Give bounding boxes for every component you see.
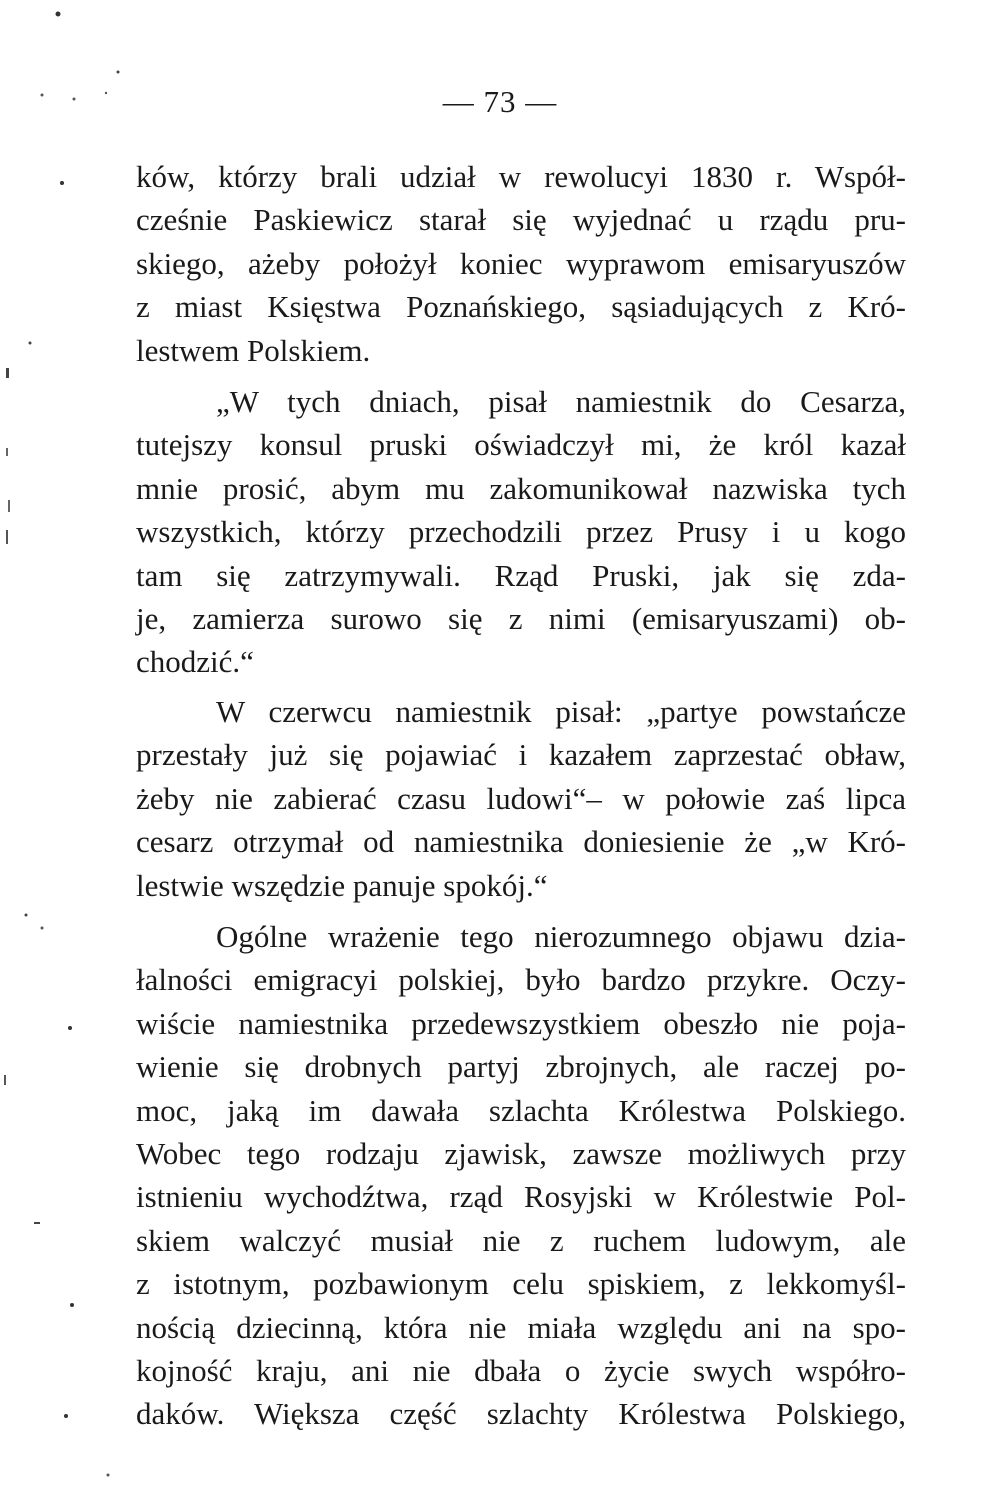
text-line: wiście namiestnika przedewszystkiem obeszło nie poja-: [136, 1005, 906, 1041]
text-line: kojność kraju, ani nie dbała o życie swych współro-: [136, 1352, 906, 1388]
text-line: cesarz otrzymał od namiestnika doniesienie że „w Kró-: [136, 824, 906, 860]
paragraph-3: [136, 690, 906, 907]
text-line: przestały już się pojawiać i kazałem zaprzestać obław,: [136, 737, 906, 773]
paragraph-2: [136, 380, 906, 684]
text-line: wszystkich, którzy przechodzili przez Prusy i u kogo: [136, 514, 906, 550]
text-line: chodzić.“: [136, 644, 254, 680]
text-line: nością dziecinną, która nie miała względu ani na spo-: [136, 1309, 906, 1345]
text-line: mnie prosić, abym mu zakomunikował nazwiska tych: [136, 470, 906, 506]
text-line: Wobec tego rodzaju zjawisk, zawsze możliwych przy: [136, 1135, 906, 1171]
text-line: z istotnym, pozbawionym celu spiskiem, z lekkomyśl-: [136, 1266, 906, 1302]
text-line: łalności emigracyi polskiej, było bardzo przykre. Oczy-: [136, 962, 906, 998]
text-line: daków. Większa część szlachty Królestwa Polskiego,: [136, 1396, 906, 1432]
text-line: cześnie Paskiewicz starał się wyjednać u rządu pru-: [136, 202, 906, 238]
text-line: z miast Księstwa Poznańskiego, sąsiadujących z Kró-: [136, 289, 906, 325]
text-line: istnieniu wychodźtwa, rząd Rosyjski w Królestwie Pol-: [136, 1179, 906, 1215]
page-number: — 73 —: [442, 84, 558, 119]
text-line: skiego, ażeby położył koniec wyprawom emisaryuszów: [136, 245, 906, 281]
text-line: moc, jaką im dawała szlachta Królestwa Polskiego.: [136, 1092, 906, 1128]
text-line: lestwie wszędzie panuje spokój.“: [136, 867, 548, 903]
text-line: skiem walczyć musiał nie z ruchem ludowym, ale: [136, 1222, 906, 1258]
text-line: tam się zatrzymywali. Rząd Pruski, jak się zda-: [136, 557, 906, 593]
text-line: lestwem Polskiem.: [136, 332, 371, 368]
paragraph-1: [136, 155, 906, 372]
text-line: je, zamierza surowo się z nimi (emisaryuszami) ob-: [136, 600, 906, 636]
text-line: ków, którzy brali udział w rewolucyi 1830 r. Współ-: [136, 159, 906, 194]
text-line: tutejszy konsul pruski oświadczył mi, że król kazał: [136, 427, 906, 463]
text-line: wienie się drobnych partyj zbrojnych, ale raczej po-: [136, 1049, 906, 1085]
text-line: żeby nie zabierać czasu ludowi“– w połowie zaś lipca: [136, 780, 906, 816]
text-line: W czerwcu namiestnik pisał: „partye powstańcze: [216, 694, 906, 729]
paragraph-4: [136, 915, 906, 1436]
text-line: „W tych dniach, pisał namiestnik do Cesarza,: [216, 384, 906, 419]
text-line: Ogólne wrażenie tego nierozumnego objawu dzia-: [216, 919, 906, 954]
